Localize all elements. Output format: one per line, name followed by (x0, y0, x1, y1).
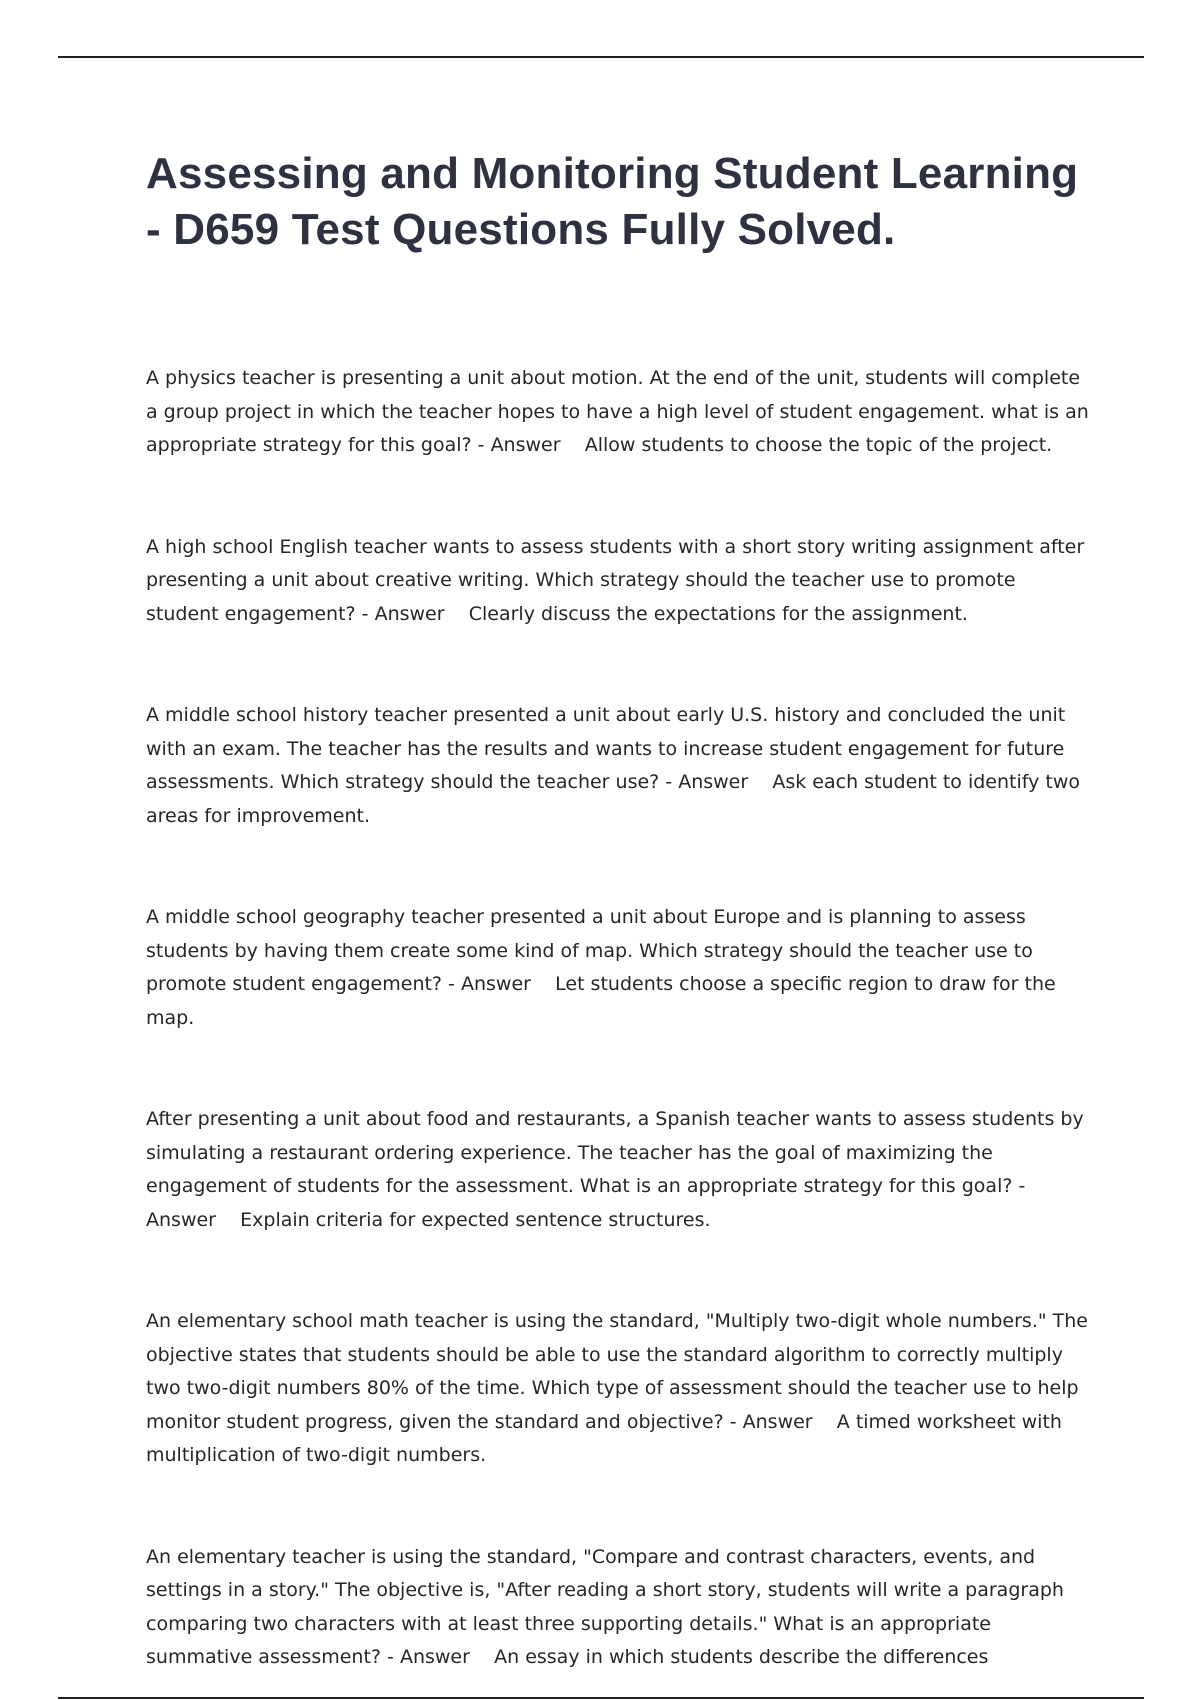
question-text: A middle school geography teacher presented a unit about Europe and is planning to assess students by having them create some kind of map. Which strategy should the teacher use to promote student engagement? - (146, 906, 1033, 995)
question-text: A middle school history teacher presented a unit about early U.S. history and concluded the unit with an exam. The teacher has the results and wants to increase student engagement for future assessments. Which strategy should the teacher use? - (146, 704, 1066, 793)
header-divider (58, 56, 1144, 58)
qa-list (146, 362, 1090, 1700)
answer-label: Answer (399, 1646, 470, 1668)
qa-item (146, 1305, 1090, 1473)
answer-label: Answer (678, 771, 749, 793)
answer-text: Allow students to choose the topic of the project. (584, 434, 1053, 456)
qa-item (146, 531, 1090, 632)
answer-label: Answer (146, 1208, 216, 1231)
answer-text: Ask each student to identify two areas for improvement. (146, 771, 1080, 827)
question-text: After presenting a unit about food and restaurants, a Spanish teacher wants to assess students by simulating a restaurant ordering experience. The teacher has the goal of maximizing the engagement of students for the assessment. What is an appropriate strategy for this goal? - (146, 1108, 1084, 1197)
question-text: An elementary teacher is using the standard, "Compare and contrast characters, events, and settings in a story." The objective is, "After reading a short story, students will write a paragraph comparing two characters with at least three supporting details." What is an appropriate summative assessment? - (146, 1545, 1064, 1668)
question-text: A physics teacher is presenting a unit about motion. At the end of the unit, students will complete a group project in which the teacher hopes to have a high level of student engagement. what is an appropriate strategy for this goal? - (146, 367, 1089, 456)
answer-text: Explain criteria for expected sentence structures. (240, 1208, 711, 1231)
answer-text: Let students choose a specific region to draw for the map. (146, 973, 1056, 1029)
answer-text: An essay in which students describe the differences (494, 1646, 989, 1668)
document-title: Assessing and Monitoring Student Learning - D659 Test Questions Fully Solved. (146, 149, 1079, 254)
qa-item (146, 699, 1090, 833)
answer-text: Clearly discuss the expectations for the assignment. (468, 602, 968, 625)
question-text: An elementary school math teacher is using the standard, "Multiply two-digit whole numbers." The objective states that students should be able to use the standard algorithm to correctly multiply two two-digit numbers 80% of the time. Which type of assessment should the teacher use to help monitor student progress, given the standard and objective? - (146, 1310, 1088, 1433)
question-text: A high school English teacher wants to assess students with a short story writing assignment after presenting a unit about creative writing. Which strategy should the teacher use to promote student engagement? - (146, 535, 1085, 625)
qa-item (146, 362, 1090, 463)
answer-text: A timed worksheet with multiplication of two-digit numbers. (146, 1410, 1062, 1466)
answer-label: Answer (460, 973, 531, 995)
answer-label: Answer (490, 434, 561, 456)
qa-item (146, 901, 1090, 1035)
footer-divider (58, 1697, 1144, 1699)
qa-item (146, 1541, 1090, 1675)
answer-label: Answer (742, 1410, 813, 1433)
answer-label: Answer (374, 602, 445, 625)
qa-item (146, 1103, 1090, 1237)
